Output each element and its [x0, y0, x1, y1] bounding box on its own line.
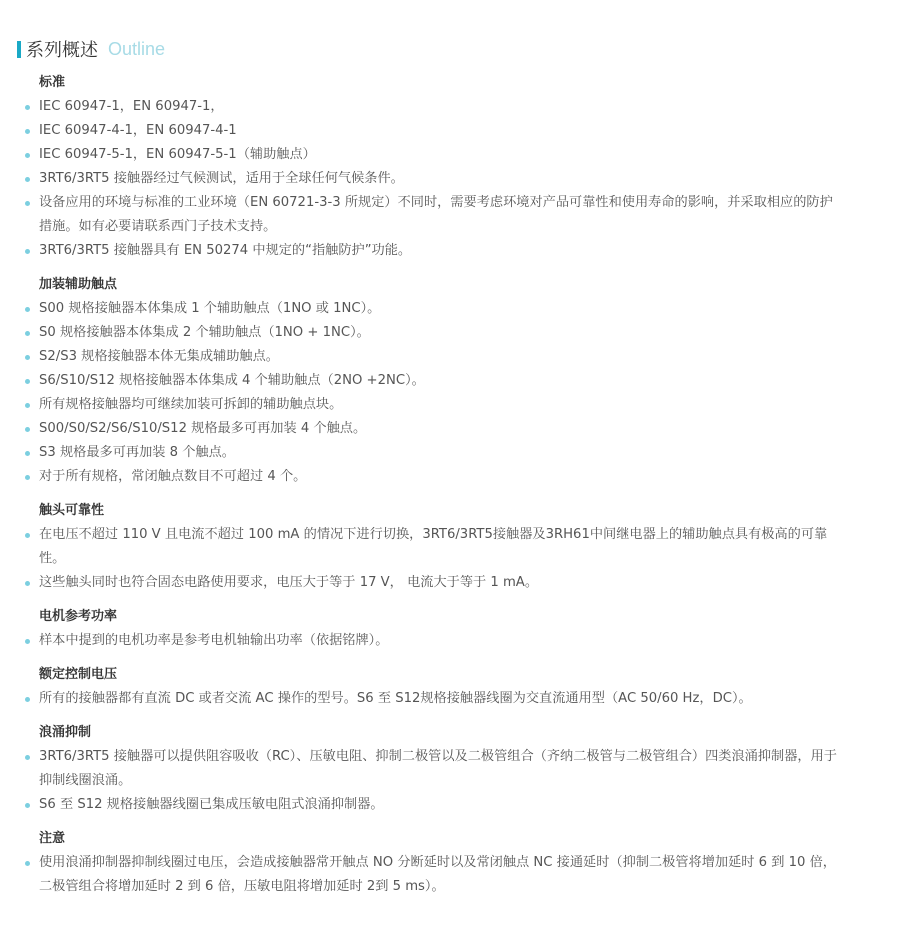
- bullet-dot-icon: [25, 697, 30, 702]
- list-item: [0, 417, 900, 441]
- list-item-text: 在电压不超过 110 V 且电流不超过 100 mA 的情况下进行切换，3RT6/3RT5接触器及3RH61中间继电器上的辅助触点具有极高的可靠性。: [39, 527, 828, 566]
- list-item: [0, 95, 900, 119]
- section-heading: 额定控制电压: [39, 667, 118, 682]
- bullet-dot-icon: [25, 307, 30, 312]
- section-heading: 标准: [39, 75, 66, 90]
- bullet-list: [0, 851, 900, 899]
- bullet-dot-icon: [25, 403, 30, 408]
- outline-section: [0, 721, 900, 817]
- bullet-dot-icon: [25, 533, 30, 538]
- title-english: Outline: [108, 38, 166, 59]
- bullet-dot-icon: [25, 129, 30, 134]
- list-item: [0, 571, 900, 595]
- list-item-text: S00 规格接触器本体集成 1 个辅助触点（1NO 或 1NC）。: [39, 301, 381, 316]
- bullet-list: [0, 523, 900, 595]
- list-item: [0, 321, 900, 345]
- bullet-dot-icon: [25, 355, 30, 360]
- list-item-text: 所有的接触器都有直流 DC 或者交流 AC 操作的型号。S6 至 S12规格接触器线圈为交直流通用型（AC 50/60 Hz，DC）。: [39, 691, 752, 706]
- list-item: [0, 687, 900, 711]
- list-item: [0, 369, 900, 393]
- outline-section: [0, 273, 900, 489]
- list-item: [0, 297, 900, 321]
- section-heading: 浪涌抑制: [39, 725, 92, 740]
- list-item-text: IEC 60947-5-1，EN 60947-5-1（辅助触点）: [39, 147, 316, 162]
- list-item-text: 所有规格接触器均可继续加装可拆卸的辅助触点块。: [39, 397, 343, 412]
- bullet-list: [0, 629, 900, 653]
- list-item-text: 设备应用的环境与标准的工业环境（EN 60721-3-3 所规定）不同时，需要考虑环境对产品可靠性和使用寿命的影响，并采取相应的防护措施。如有必要请联系西门子技术支持。: [39, 195, 833, 234]
- bullet-dot-icon: [25, 249, 30, 254]
- bullet-list: [0, 745, 900, 817]
- section-heading: 触头可靠性: [39, 503, 105, 518]
- list-item: [0, 629, 900, 653]
- outline-section: [0, 605, 900, 653]
- list-item-text: S0 规格接触器本体集成 2 个辅助触点（1NO + 1NC）。: [39, 325, 370, 340]
- bullet-dot-icon: [25, 201, 30, 206]
- bullet-list: [0, 297, 900, 489]
- bullet-dot-icon: [25, 803, 30, 808]
- outline-section: [0, 71, 900, 263]
- section-title: [17, 36, 900, 62]
- list-item-text: 3RT6/3RT5 接触器具有 EN 50274 中规定的“指触防护”功能。: [39, 243, 412, 258]
- bullet-dot-icon: [25, 581, 30, 586]
- bullet-dot-icon: [25, 331, 30, 336]
- section-heading: 电机参考功率: [39, 609, 118, 624]
- list-item-text: S00/S0/S2/S6/S10/S12 规格最多可再加装 4 个触点。: [39, 421, 367, 436]
- list-item-text: S6 至 S12 规格接触器线圈已集成压敏电阻式浪涌抑制器。: [39, 797, 384, 812]
- list-item-text: 3RT6/3RT5 接触器经过气候测试，适用于全球任何气候条件。: [39, 171, 404, 186]
- bullet-dot-icon: [25, 105, 30, 110]
- list-item: [0, 143, 900, 167]
- list-item-text: 3RT6/3RT5 接触器可以提供阻容吸收（RC）、压敏电阻、抑制二极管以及二极管组合（齐纳二极管与二极管组合）四类浪涌抑制器，用于抑制线圈浪涌。: [39, 749, 837, 788]
- list-item-text: S6/S10/S12 规格接触器本体集成 4 个辅助触点（2NO +2NC）。: [39, 373, 425, 388]
- bullet-dot-icon: [25, 861, 30, 866]
- outline-section: [0, 663, 900, 711]
- list-item: [0, 441, 900, 465]
- bullet-list: [0, 95, 900, 263]
- list-item: [0, 239, 900, 263]
- bullet-dot-icon: [25, 153, 30, 158]
- bullet-dot-icon: [25, 755, 30, 760]
- bullet-dot-icon: [25, 177, 30, 182]
- title-chinese: 系列概述: [26, 40, 98, 61]
- list-item-text: 这些触头同时也符合固态电路使用要求，电压大于等于 17 V， 电流大于等于 1 mA。: [39, 575, 539, 590]
- title-accent-bar: [17, 41, 21, 58]
- list-item-text: 对于所有规格，常闭触点数目不可超过 4 个。: [39, 469, 307, 484]
- section-heading: 注意: [39, 831, 66, 846]
- list-item-text: IEC 60947-4-1，EN 60947-4-1: [39, 123, 237, 138]
- outline-section: [0, 827, 900, 899]
- list-item: [0, 465, 900, 489]
- list-item-text: 样本中提到的电机功率是参考电机轴输出功率（依据铭牌）。: [39, 633, 389, 648]
- bullet-list: [0, 687, 900, 711]
- list-item: [0, 191, 900, 239]
- outline-content: [0, 71, 900, 899]
- bullet-dot-icon: [25, 451, 30, 456]
- list-item-text: IEC 60947-1，EN 60947-1，: [39, 99, 224, 114]
- list-item-text: S2/S3 规格接触器本体无集成辅助触点。: [39, 349, 279, 364]
- bullet-dot-icon: [25, 639, 30, 644]
- list-item: [0, 393, 900, 417]
- bullet-dot-icon: [25, 427, 30, 432]
- list-item: [0, 345, 900, 369]
- list-item-text: 使用浪涌抑制器抑制线圈过电压，会造成接触器常开触点 NO 分断延时以及常闭触点 NC 接通延时（抑制二极管将增加延时 6 到 10 倍，二极管组合将增加延时 2 到 6 倍，压敏电阻将增加延时 2到 5 ms）。: [39, 855, 836, 894]
- list-item: [0, 745, 900, 793]
- list-item-text: S3 规格最多可再加装 8 个触点。: [39, 445, 235, 460]
- outline-section: [0, 499, 900, 595]
- list-item: [0, 793, 900, 817]
- list-item: [0, 523, 900, 571]
- list-item: [0, 119, 900, 143]
- bullet-dot-icon: [25, 475, 30, 480]
- list-item: [0, 851, 900, 899]
- list-item: [0, 167, 900, 191]
- bullet-dot-icon: [25, 379, 30, 384]
- section-heading: 加装辅助触点: [39, 277, 118, 292]
